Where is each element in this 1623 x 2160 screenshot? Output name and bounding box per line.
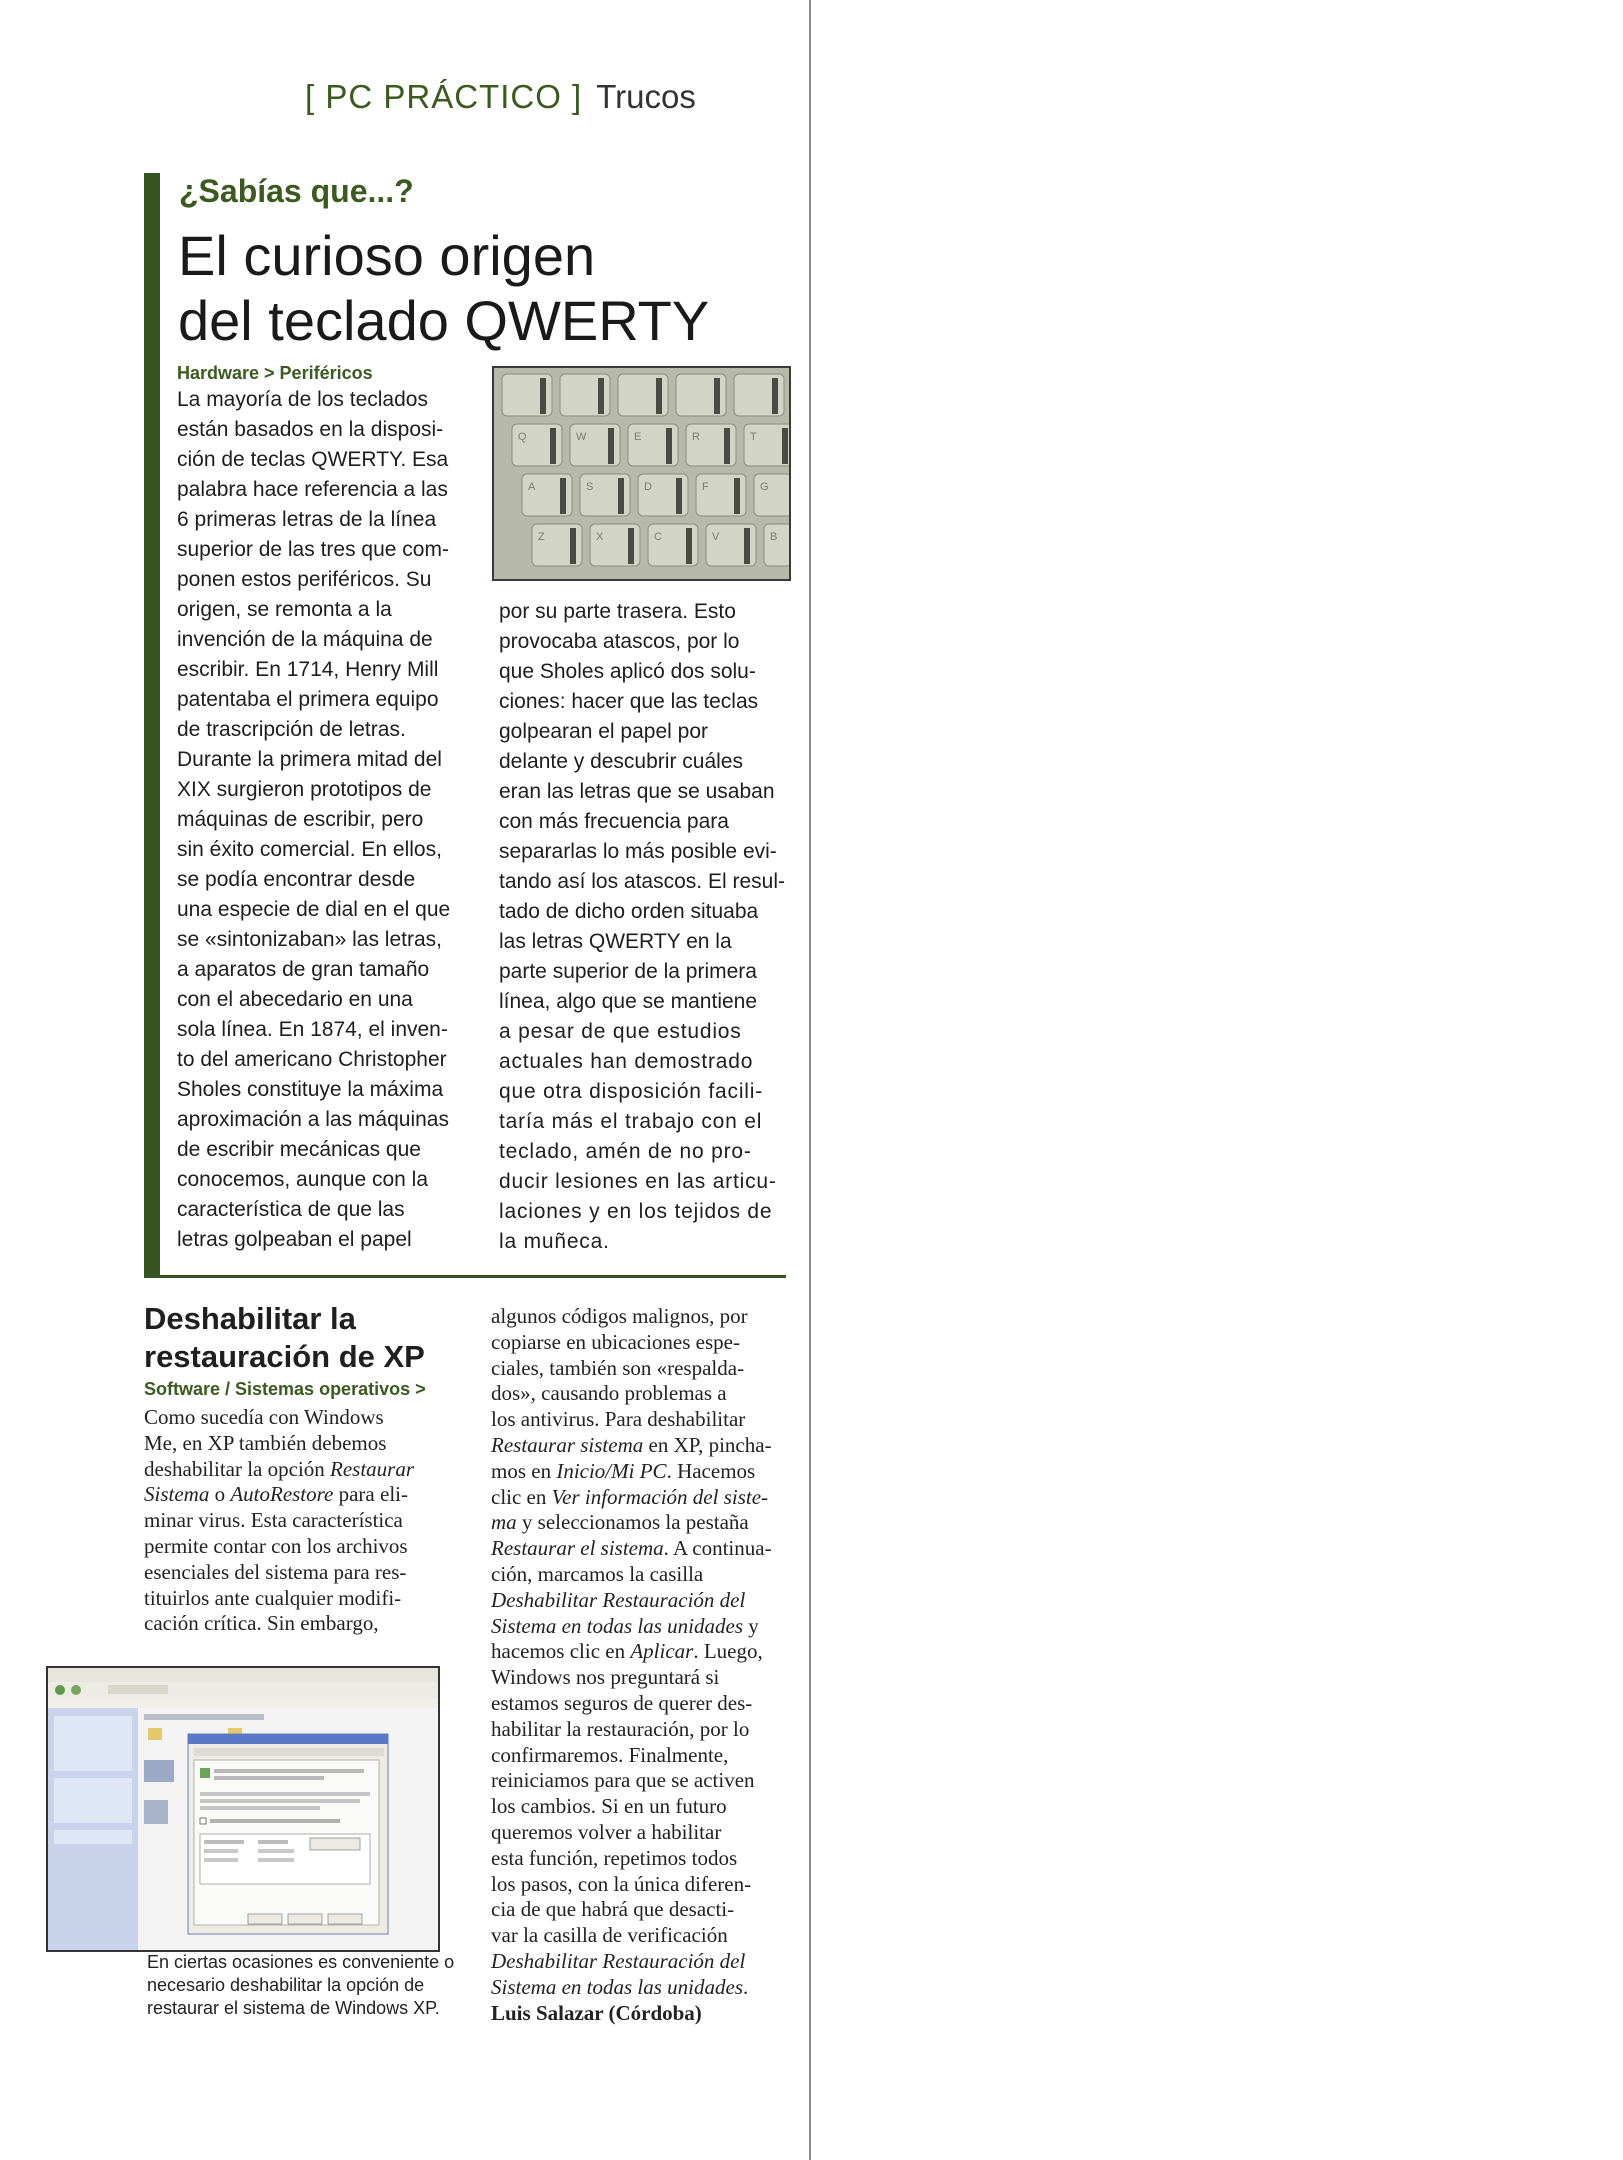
text-line: taría más el trabajo con el xyxy=(499,1110,763,1133)
text-run: permite contar con los archivos xyxy=(144,1533,408,1558)
italic-term: Deshabilitar Restauración del xyxy=(491,1948,746,1973)
key-label: T xyxy=(750,431,757,443)
text-run: minar virus. Esta característica xyxy=(144,1508,403,1533)
text-line: origen, se remonta a la xyxy=(177,598,392,621)
keyboard-key xyxy=(580,474,630,516)
text-line xyxy=(491,1304,772,1330)
system-restore-dialog-illustration xyxy=(48,1668,438,1950)
text-line xyxy=(144,1482,414,1508)
keyboard-key xyxy=(618,374,668,416)
keyboard-key xyxy=(706,524,756,566)
keyboard-photo xyxy=(492,366,791,581)
keyboard-key xyxy=(686,424,736,466)
text-line xyxy=(491,1768,772,1794)
accent-bar xyxy=(144,173,160,1276)
text-line xyxy=(491,1717,772,1743)
text-run: estamos seguros de querer des- xyxy=(491,1690,753,1715)
text-line xyxy=(491,1381,772,1407)
text-run: . xyxy=(743,1974,749,1999)
text-line: eran las letras que se usaban xyxy=(499,780,775,803)
text-line: ción de teclas QWERTY. Esa xyxy=(177,448,449,471)
text-line: laciones y en los tejidos de xyxy=(499,1200,773,1223)
text-line: aproximación a las máquinas xyxy=(177,1108,449,1131)
text-line: una especie de dial en el que xyxy=(177,898,451,921)
keyboard-key xyxy=(676,374,726,416)
key-label: D xyxy=(644,481,652,493)
keyboard-key xyxy=(764,524,789,566)
xp-article-column-1 xyxy=(144,1405,414,1637)
text-line: tado de dicho orden situaba xyxy=(499,900,759,923)
text-line xyxy=(144,1586,414,1612)
italic-term: Restaurar sistema xyxy=(491,1432,644,1457)
text-run: tituirlos ante cualquier modifi- xyxy=(144,1585,402,1610)
text-line xyxy=(491,1562,772,1588)
text-line: a pesar de que estudios xyxy=(499,1020,742,1043)
text-line: la muñeca. xyxy=(499,1230,610,1253)
text-run: confirmaremos. Finalmente, xyxy=(491,1742,729,1767)
title-line: Deshabilitar la xyxy=(144,1301,356,1336)
text-line: de trascripción de letras. xyxy=(177,718,406,741)
text-line: Durante la primera mitad del xyxy=(177,748,442,771)
keyboard-key xyxy=(638,474,688,516)
keyboard-key xyxy=(512,424,562,466)
text-line: escribir. En 1714, Henry Mill xyxy=(177,658,439,681)
section-label: [ PC PRÁCTICO ] xyxy=(305,78,583,115)
article-author: Luis Salazar (Córdoba) xyxy=(491,2000,702,2025)
italic-term: Ver información del siste- xyxy=(551,1484,769,1509)
italic-term: Restaurar xyxy=(330,1456,415,1481)
text-line: invención de la máquina de xyxy=(177,628,433,651)
text-line: sin éxito comercial. En ellos, xyxy=(177,838,442,861)
keyboard-key xyxy=(532,524,582,566)
text-line xyxy=(491,1614,772,1640)
text-line xyxy=(491,1872,772,1898)
text-line: ducir lesiones en las articu- xyxy=(499,1170,777,1193)
text-line: por su parte trasera. Esto xyxy=(499,600,736,623)
xp-article-category: Software / Sistemas operativos > xyxy=(144,1379,426,1399)
text-line: característica de que las xyxy=(177,1198,405,1221)
text-line: máquinas de escribir, pero xyxy=(177,808,424,831)
text-run: ción, marcamos la casilla xyxy=(491,1561,704,1586)
italic-term: ma xyxy=(491,1510,517,1535)
text-line: ponen estos periféricos. Su xyxy=(177,568,432,591)
text-line xyxy=(491,1794,772,1820)
article-title xyxy=(178,223,709,353)
text-line: golpearan el papel por xyxy=(499,720,708,743)
text-line xyxy=(491,1846,772,1872)
text-line: sola línea. En 1874, el inven- xyxy=(177,1018,448,1041)
text-line: a aparatos de gran tamaño xyxy=(177,958,430,981)
text-run: para eli- xyxy=(333,1482,408,1507)
text-line: letras golpeaban el papel xyxy=(177,1228,412,1251)
text-line xyxy=(144,1431,414,1457)
text-run: esta función, repetimos todos xyxy=(491,1845,738,1870)
text-line: provocaba atascos, por lo xyxy=(499,630,740,653)
text-line xyxy=(144,1534,414,1560)
xp-article-column-2 xyxy=(491,1304,772,2026)
text-line: actuales han demostrado xyxy=(499,1050,754,1073)
text-line xyxy=(491,1665,772,1691)
text-line: teclado, amén de no pro- xyxy=(499,1140,752,1163)
caption-line: En ciertas ocasiones es conveniente o xyxy=(147,1952,455,1972)
text-line: ciones: hacer que las teclas xyxy=(499,690,759,713)
key-label: C xyxy=(654,531,662,543)
italic-term: Restaurar el sistema xyxy=(491,1536,664,1561)
text-line xyxy=(491,1975,772,2001)
text-run: Windows nos preguntará si xyxy=(491,1665,720,1690)
text-line: superior de las tres que com- xyxy=(177,538,449,561)
text-line xyxy=(491,1949,772,1975)
text-line xyxy=(491,1459,772,1485)
text-line xyxy=(491,1897,772,1923)
keyboard-key xyxy=(560,374,610,416)
text-line: con el abecedario en una xyxy=(177,988,413,1011)
text-line xyxy=(144,1508,414,1534)
text-run: mos en xyxy=(491,1458,557,1483)
text-line: patentaba el primera equipo xyxy=(177,688,439,711)
italic-term: Aplicar xyxy=(630,1639,694,1664)
xp-article-title xyxy=(144,1300,425,1376)
text-line: parte superior de la primera xyxy=(499,960,757,983)
text-run: reiniciamos para que se activen xyxy=(491,1768,755,1793)
text-run: ciales, también son «respalda- xyxy=(491,1355,745,1380)
key-label: F xyxy=(702,481,709,493)
text-run: hacemos clic en xyxy=(491,1639,631,1664)
title-line: El curioso origen xyxy=(178,224,596,287)
key-label: A xyxy=(528,481,536,493)
text-line xyxy=(491,1407,772,1433)
text-run: clic en xyxy=(491,1484,552,1509)
text-run: . Hacemos xyxy=(666,1458,756,1483)
windows-xp-screenshot xyxy=(46,1666,440,1952)
text-line xyxy=(491,1433,772,1459)
box-bottom-rule xyxy=(144,1275,786,1278)
italic-term: Sistema en todas las unidades xyxy=(491,1613,743,1638)
key-label: W xyxy=(576,431,587,443)
text-line xyxy=(491,1923,772,1949)
text-run: o xyxy=(209,1482,231,1507)
text-run: var la casilla de verificación xyxy=(491,1923,728,1948)
subsection-label: Trucos xyxy=(596,78,696,115)
key-label: Q xyxy=(518,431,527,443)
text-line xyxy=(491,1536,772,1562)
text-run: los antivirus. Para deshabilitar xyxy=(491,1407,746,1432)
text-line xyxy=(144,1405,414,1431)
text-line xyxy=(491,1639,772,1665)
text-line: XIX surgieron prototipos de xyxy=(177,778,432,801)
text-run: dos», causando problemas a xyxy=(491,1381,727,1406)
text-line: se podía encontrar desde xyxy=(177,868,416,891)
key-label: B xyxy=(770,531,778,543)
text-line xyxy=(491,1588,772,1614)
text-line: to del americano Christopher xyxy=(177,1048,447,1071)
title-line: restauración de XP xyxy=(144,1339,425,1374)
text-line xyxy=(491,1743,772,1769)
text-run: Como sucedía con Windows xyxy=(144,1405,384,1429)
text-line xyxy=(144,1611,414,1637)
text-line: se «sintonizaban» las letras, xyxy=(177,928,442,951)
text-line: que otra disposición facili- xyxy=(499,1080,764,1103)
text-line xyxy=(491,1485,772,1511)
italic-term: AutoRestore xyxy=(230,1482,334,1507)
text-line: tando así los atascos. El resul- xyxy=(499,870,785,893)
text-line: La mayoría de los teclados xyxy=(177,388,428,411)
keyboard-key xyxy=(696,474,746,516)
page-header xyxy=(305,78,696,116)
text-run: cia de que habrá que desacti- xyxy=(491,1897,735,1922)
text-line xyxy=(491,1691,772,1717)
text-line: las letras QWERTY en la xyxy=(499,930,732,953)
text-line: con más frecuencia para xyxy=(499,810,729,833)
key-label: Z xyxy=(538,531,545,543)
article-column-2 xyxy=(499,597,794,1257)
screenshot-caption xyxy=(147,1951,454,2020)
page-divider-line xyxy=(809,0,811,2160)
keyboard-key xyxy=(648,524,698,566)
italic-term: Inicio/Mi PC xyxy=(556,1458,667,1483)
text-line: palabra hace referencia a las xyxy=(177,478,448,501)
key-label: E xyxy=(634,431,642,443)
keyboard-illustration xyxy=(494,368,789,579)
keyboard-key xyxy=(628,424,678,466)
text-run: esenciales del sistema para res- xyxy=(144,1559,407,1584)
text-line xyxy=(491,1330,772,1356)
text-run: copiarse en ubicaciones espe- xyxy=(491,1329,740,1354)
text-run: . A continua- xyxy=(663,1536,772,1561)
text-line: separarlas lo más posible evi- xyxy=(499,840,777,863)
keyboard-key xyxy=(590,524,640,566)
text-line: 6 primeras letras de la línea xyxy=(177,508,437,531)
key-label: V xyxy=(712,531,720,543)
keyboard-key xyxy=(570,424,620,466)
text-line: están basados en la disposi- xyxy=(177,418,444,441)
keyboard-key xyxy=(522,474,572,516)
article-column-1 xyxy=(177,385,467,1255)
key-label: G xyxy=(760,481,769,493)
text-run: cación crítica. Sin embargo, xyxy=(144,1611,379,1636)
text-run: en XP, pincha- xyxy=(643,1432,772,1457)
text-run: deshabilitar la opción xyxy=(144,1456,331,1481)
text-line: Sholes constituye la máxima xyxy=(177,1078,444,1101)
article-category: Hardware > Periféricos xyxy=(177,363,373,383)
text-line: conocemos, aunque con la xyxy=(177,1168,429,1191)
italic-term: Sistema xyxy=(144,1482,210,1507)
text-line xyxy=(491,1356,772,1382)
key-label: S xyxy=(586,481,594,493)
text-line: que Sholes aplicó dos solu- xyxy=(499,660,756,683)
key-label: X xyxy=(596,531,604,543)
text-run: Me, en XP también debemos xyxy=(144,1430,387,1455)
key-label: R xyxy=(692,431,700,443)
text-line: de escribir mecánicas que xyxy=(177,1138,421,1161)
text-line xyxy=(144,1560,414,1586)
keyboard-key xyxy=(744,424,789,466)
text-line xyxy=(491,1510,772,1536)
text-run: y seleccionamos la pestaña xyxy=(516,1510,749,1535)
title-line: del teclado QWERTY xyxy=(178,289,710,352)
italic-term: Sistema en todas las unidades xyxy=(491,1974,743,1999)
text-line xyxy=(144,1457,414,1483)
article-kicker: ¿Sabías que...? xyxy=(179,173,414,209)
text-run: . Luego, xyxy=(693,1639,763,1664)
text-line xyxy=(491,1820,772,1846)
text-line: delante y descubrir cuáles xyxy=(499,750,743,773)
text-run: algunos códigos malignos, por xyxy=(491,1304,748,1328)
text-run: los cambios. Si en un futuro xyxy=(491,1794,727,1819)
text-run: queremos volver a habilitar xyxy=(491,1819,722,1844)
keyboard-key xyxy=(754,474,789,516)
caption-line: restaurar el sistema de Windows XP. xyxy=(147,1998,440,2018)
keyboard-key xyxy=(734,374,784,416)
qwerty-article xyxy=(144,173,786,1278)
caption-line: necesario deshabilitar la opción de xyxy=(147,1975,425,1995)
text-run: los pasos, con la única diferen- xyxy=(491,1871,752,1896)
text-run: habilitar la restauración, por lo xyxy=(491,1716,750,1741)
text-run: y xyxy=(743,1613,759,1638)
keyboard-key xyxy=(502,374,552,416)
text-line: línea, algo que se mantiene xyxy=(499,990,758,1013)
italic-term: Deshabilitar Restauración del xyxy=(491,1587,746,1612)
